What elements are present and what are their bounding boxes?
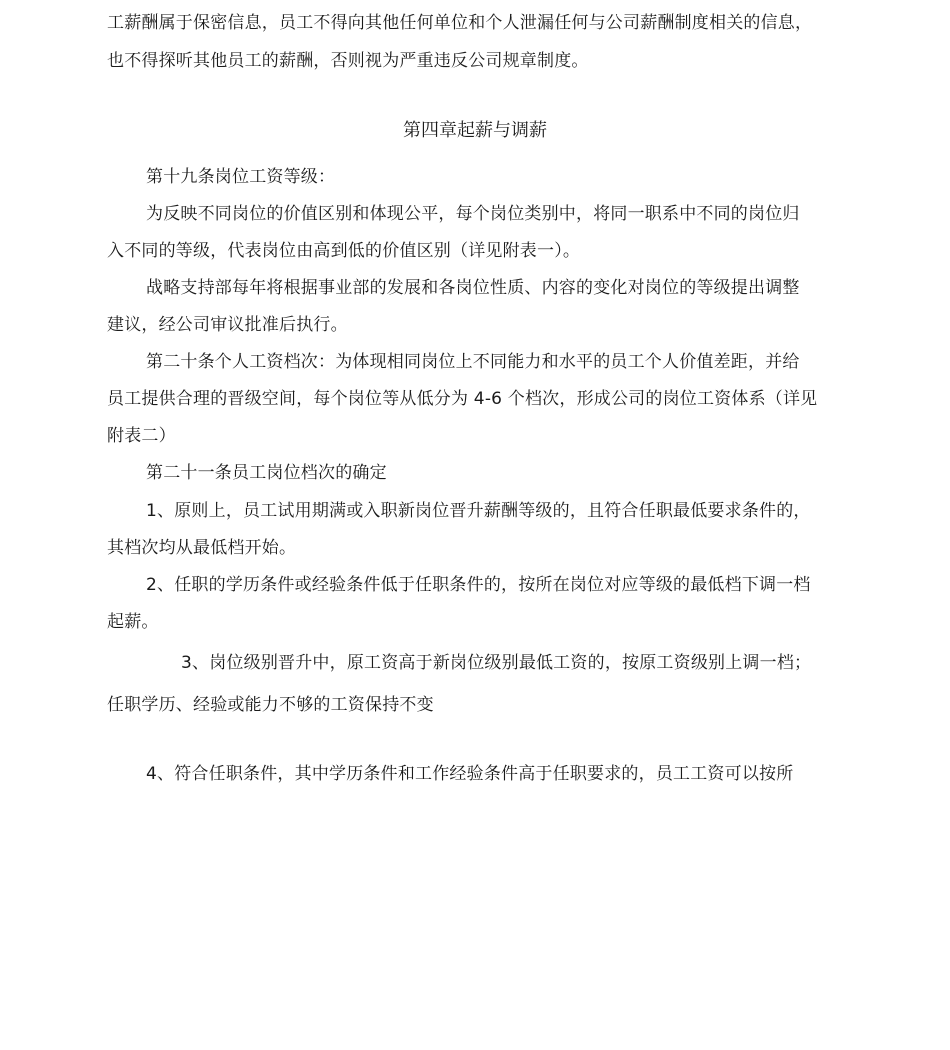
item-1-line-2: 其档次均从最低档开始。 — [107, 538, 297, 558]
article-20-line-3: 附表二） — [107, 426, 176, 446]
article-19-paragraph-1-line-2: 入不同的等级，代表岗位由高到低的价值区别（详见附表一）。 — [107, 241, 581, 261]
item-3-line-2: 任职学历、经验或能力不够的工资保持不变 — [107, 695, 434, 715]
article-19-paragraph-2-line-2: 建议，经公司审议批准后执行。 — [107, 315, 348, 335]
article-20-line-1: 第二十条个人工资档次：为体现相同岗位上不同能力和水平的员工个人价值差距，并给 — [146, 352, 800, 372]
article-20-line-2: 员工提供合理的晋级空间，每个岗位等从低分为 4-6 个档次，形成公司的岗位工资体系（详见 — [107, 389, 818, 409]
article-21-title: 第二十一条员工岗位档次的确定 — [146, 463, 387, 483]
article-19-title: 第十九条岗位工资等级： — [146, 167, 336, 187]
item-4-line-1: 4、符合任职条件，其中学历条件和工作经验条件高于任职要求的，员工工资可以按所 — [146, 764, 794, 784]
item-2-line-2: 起薪。 — [107, 612, 159, 632]
article-19-paragraph-2-line-1: 战略支持部每年将根据事业部的发展和各岗位性质、内容的变化对岗位的等级提出调整 — [146, 278, 800, 298]
item-3-line-1: 3、岗位级别晋升中，原工资高于新岗位级别最低工资的，按原工资级别上调一档； — [181, 653, 812, 673]
paragraph-confidential-line-1: 工薪酬属于保密信息，员工不得向其他任何单位和个人泄漏任何与公司薪酬制度相关的信息， — [107, 13, 813, 33]
item-1-line-1: 1、原则上，员工试用期满或入职新岗位晋升薪酬等级的，且符合任职最低要求条件的， — [146, 501, 811, 521]
chapter-title: 第四章起薪与调薪 — [403, 120, 547, 141]
article-19-paragraph-1-line-1: 为反映不同岗位的价值区别和体现公平，每个岗位类别中，将同一职系中不同的岗位归 — [146, 204, 800, 224]
item-2-line-1: 2、任职的学历条件或经验条件低于任职条件的，按所在岗位对应等级的最低档下调一档 — [146, 575, 811, 595]
paragraph-confidential-line-2: 也不得探听其他员工的薪酬，否则视为严重违反公司规章制度。 — [107, 51, 589, 71]
